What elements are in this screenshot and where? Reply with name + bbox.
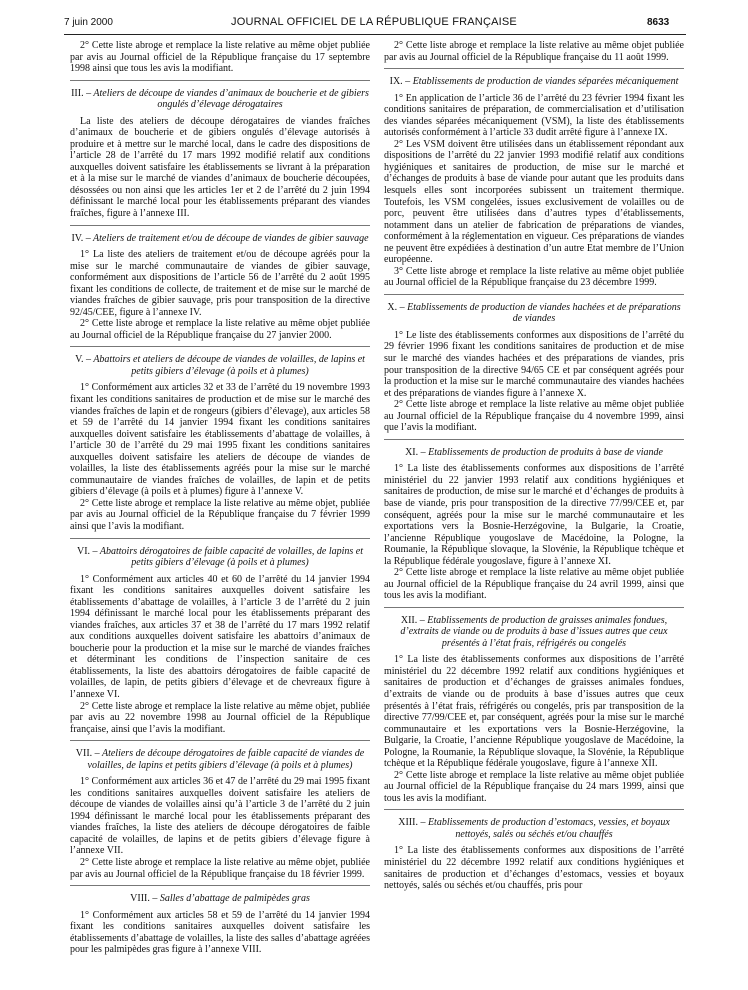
section-title: Ateliers de découpe de viandes d’animaux de boucherie et de gibiers ongulés d’élevage dérogataires <box>93 87 369 111</box>
section-title: Abattoirs et ateliers de découpe de viandes de volailles, de lapins et petits gibiers d’élevage (à poils et à plumes) <box>93 354 365 377</box>
section-heading <box>70 88 370 111</box>
section-heading <box>384 615 684 650</box>
section-number: VII. – <box>75 748 100 760</box>
paragraph: 1° La liste des établissements conformes aux dispositions de l’arrêté ministériel du 22 décembre 1992 relatif aux conditions hygiéniques et sanitaires de production et d’échanges de graisses animales fondues, d’extraits de viande ou de produits à base d’issues autres que ceux présentés à l’état frais, réfrigérés ou congelés, pris par transposition de la directive 77/99/CEE et, par conséquent, agréés pour la mise sur le marché communautaire et les exportations vers la Bosnie-Herzégovine, la Bulgarie, la Croatie, l’ancienne République yougoslave de Macédoine, la Pologne, la Roumanie, la République slovaque, la Slovénie, la République tchèque et la République fédérale yougoslave, figure à l’annexe XII. <box>384 654 684 770</box>
section-heading <box>384 76 684 88</box>
paragraph: 2° Cette liste abroge et remplace la liste relative au même objet, publiée par avis au Journal officiel de la République française du 7 février 1999 ainsi que l’avis la modifiant. <box>70 497 370 532</box>
section-title: Salles d’abattage de palmipèdes gras <box>159 893 310 905</box>
paragraph: 2° Cette liste abroge et remplace la liste relative au même objet, publiée par avis au 22 novembre 1998 au Journal officiel de la République française, ainsi que l’avis la modifiant. <box>70 700 370 735</box>
paragraph: 1° Conformément aux articles 32 et 33 de l’arrêté du 19 novembre 1993 fixant les conditions sanitaires de production et de mise sur le marché des viandes fraîches de lapin et de rongeurs (gibiers d’élevage), aux articles 58 et 59 de l’arrêté du 14 janvier 1994 fixant les conditions sanitaires auxquelles doivent satisfaire les établissements d’abattage de volailles, à l’article 30 de l’arrêté du 29 mai 1995 fixant les conditions sanitaires auxquelles doivent satisfaire les ateliers de découpe de viandes de volailles, la liste des établissements agréés pour la mise sur le marché communautaire de viandes fraîches de volailles, de lapin et de petits gibiers d’élevage (à poils et à plumes) figure à l’annexe V. <box>70 382 370 498</box>
section-title: Etablissements de production de graisses animales fondues, d’extraits de viande ou de produits à base d’issues autres que ceux présentés à l’état frais, réfrigérés ou congelés <box>400 614 668 649</box>
section-divider <box>384 294 684 295</box>
header-rule <box>64 34 686 35</box>
paragraph: 2° Cette liste abroge et remplace la liste relative au même objet publiée au Journal officiel de la République française du 24 avril 1999, ainsi que tous les avis la modifiant. <box>384 567 684 602</box>
paragraph: 1° La liste des établissements conformes aux dispositions de l’arrêté ministériel du 22 janvier 1993 relatif aux conditions hygiéniques et sanitaires de production, de mise sur le marché et d’échanges de produits à base de viande, pris pour transposition de la directive 77/99/CEE et, par conséquent, agréés pour la mise sur le marché communautaire et les exportations vers la Bosnie-Herzégovine, la Bulgarie, la Croatie, l’ancienne République yougoslave de Macédoine, la Pologne, la Roumanie, la République slovaque, la Slovénie, la République tchèque et la République fédérale yougoslave, figure à l’annexe XI. <box>384 463 684 567</box>
section-heading <box>384 817 684 840</box>
paragraph: 1° La liste des établissements conformes aux dispositions de l’arrêté ministériel du 22 décembre 1992 relatif aux conditions hygiéniques et sanitaires de production et d’échanges d’estomacs, vessies et boyaux nettoyés, salés ou séchés et/ou chauffés, pris pour <box>384 845 684 892</box>
paragraph: 1° Conformément aux articles 58 et 59 de l’arrêté du 14 janvier 1994 fixant les conditions sanitaires auxquelles doivent satisfaire les établissements d’abattage de volailles, la liste des salles d’abattage agréées pour les palmipèdes gras figure à l’annexe VIII. <box>70 909 370 956</box>
section-heading <box>384 302 684 325</box>
section-number: IV. – <box>71 232 91 244</box>
paragraph: 1° Conformément aux articles 36 et 47 de l’arrêté du 29 mai 1995 fixant les conditions sanitaires auxquelles doivent satisfaire les ateliers de découpe de viandes de volailles ainsi qu’à l’article 3 de l’arrêté du 2 juin 1994 définissant le marché local pour les établissements préparant des viandes fraîches, la liste des ateliers de découpe dérogatoires de faible capacité de volailles, de lapins et de petits gibiers d’élevage figure à l’annexe VII. <box>70 776 370 857</box>
left-column <box>70 40 370 980</box>
section-divider <box>70 885 370 886</box>
section-title: Etablissements de production de produits à base de viande <box>428 446 663 458</box>
section-number: V. – <box>75 354 91 366</box>
journal-title: JOURNAL OFFICIEL DE LA RÉPUBLIQUE FRANÇAISE <box>231 16 517 28</box>
paragraph: 3° Cette liste abroge et remplace la liste relative au même objet publiée au Journal officiel de la République française du 23 décembre 1999. <box>384 265 684 289</box>
page-header <box>0 0 748 40</box>
section-title: Ateliers de découpe dérogatoires de faible capacité de viandes de volailles, de lapins et petits gibiers d’élevage (à poils et à plumes) <box>87 748 365 771</box>
section-number: XI. – <box>405 446 426 458</box>
section-heading <box>70 546 370 569</box>
section-title: Etablissements de production de viandes séparées mécaniquement <box>412 76 679 88</box>
section-divider <box>70 225 370 226</box>
section-heading <box>384 447 684 459</box>
section-number: VIII. – <box>130 893 158 905</box>
paragraph: 1° La liste des ateliers de traitement et/ou de découpe agréés pour la mise sur le marché communautaire de viandes de gibier sauvage, conformément aux dispositions de l’article 56 de l’arrêté du 2 août 1995 fixant les conditions de collecte, de traitement et de mise sur le marché de viandes fraîches de gibier sauvage, pris pour transposition de la directive 92/45/CEE, figure à l’annexe IV. <box>70 249 370 318</box>
section-heading <box>70 233 370 245</box>
paragraph: 2° Les VSM doivent être utilisées dans un établissement répondant aux dispositions de l’arrêté du 22 janvier 1993 modifié relatif aux conditions hygiéniques et sanitaires de production, de mise sur le marché et d’échanges de produits à base de viande pour autant que les produits dans lesquels elles sont incorporées subissent un traitement thermique. Toutefois, les VSM congelées, issues exclusivement de volailles ou de porc, peuvent être utilisées dans d’autres types d’établissements, notamment dans un atelier de fabrication de préparations de viandes, conformément à la réglementation en vigueur. Ces préparations de viandes ne peuvent être expédiées à destination d’un autre Etat membre de l’Union européenne. <box>384 138 684 266</box>
section-title: Ateliers de traitement et/ou de découpe de viandes de gibier sauvage <box>93 232 369 244</box>
right-column <box>384 40 684 980</box>
paragraph: 2° Cette liste abroge et remplace la liste relative au même objet publiée par avis au Journal officiel de la République française du 17 septembre 1998 ainsi que tous les avis la modifiant. <box>70 40 370 75</box>
section-heading <box>70 893 370 905</box>
section-number: VI. – <box>77 545 98 557</box>
section-divider <box>384 439 684 440</box>
paragraph: 2° Cette liste abroge et remplace la liste relative au même objet publiée par avis au Journal officiel de la République française du 11 août 1999. <box>384 40 684 63</box>
section-title: Etablissements de production d’estomacs, vessies, et boyaux nettoyés, salés ou séchés et/ou chauffés <box>427 817 670 840</box>
header-date: 7 juin 2000 <box>64 17 113 28</box>
section-number: IX. – <box>389 76 411 88</box>
section-divider <box>384 607 684 608</box>
paragraph: La liste des ateliers de découpe dérogataires de viandes fraîches d’animaux de boucherie et de gibiers ongulés d’élevage autorisés à produire et à mettre sur le marché local, dans le cadre des dispositions de l’article 28 de l’arrêté du 17 mars 1992 modifié relatif aux conditions auxquelles doivent satisfaire les établissements se livrant à la préparation et à la mise sur le marché de viandes d’animaux de boucherie découpées, désossées ou non ainsi que les articles 1er et 2 de l’arrêté du 2 juin 1994 définissant le marché local pour les établissements préparant des viandes fraîches, figure à l’annexe III. <box>70 115 370 220</box>
page-number: 8633 <box>647 17 670 28</box>
paragraph: 2° Cette liste abroge et remplace la liste relative au même objet publiée au Journal officiel de la République française du 4 novembre 1999, ainsi que l’avis la modifiant. <box>384 399 684 434</box>
section-divider <box>70 538 370 539</box>
paragraph: 2° Cette liste abroge et remplace la liste relative au même objet publiée au Journal officiel de la République française du 27 janvier 2000. <box>70 318 370 341</box>
section-divider <box>384 68 684 69</box>
section-title: Etablissements de production de viandes hachées et de préparations de viandes <box>407 301 681 325</box>
section-number: III. – <box>71 87 92 99</box>
paragraph: 1° Le liste des établissements conformes aux dispositions de l’arrêté du 29 février 1996 fixant les conditions sanitaires de production et de mise sur le marché des viandes hachées et des préparations de viandes, pris pour transposition de la directive 94/65 CE et par conséquent agréés pour la production et la mise sur le marché communautaire des viandes hachées et des préparations de viandes figure à l’annexe X. <box>384 329 684 399</box>
section-divider <box>70 80 370 81</box>
section-divider <box>384 809 684 810</box>
section-divider <box>70 346 370 347</box>
paragraph: 1° En application de l’article 36 de l’arrêté du 23 février 1994 fixant les conditions sanitaires de préparation, de commercialisation et d’utilisation des viandes séparées mécaniquement (VSM), la liste des établissements autorisés conformément à l’article 33 dudit arrêté figure à l’annexe IX. <box>384 92 684 139</box>
section-title: Abattoirs dérogatoires de faible capacité de volailles, de lapins et petits gibiers d’élevage (à poils et à plumes) <box>99 545 363 569</box>
section-number: XII. – <box>400 614 425 626</box>
section-heading <box>70 748 370 771</box>
section-heading <box>70 354 370 377</box>
paragraph: 2° Cette liste abroge et remplace la liste relative au même objet, publiée par avis au Journal officiel de la République française du 18 février 1999. <box>70 857 370 880</box>
paragraph: 1° Conformément aux articles 40 et 60 de l’arrêté du 14 janvier 1994 fixant les conditions sanitaires auxquelles doivent satisfaire les établissements d’abattage de volailles, à l’article 3 de l’arrêté du 2 juin 1994 définissant le marché local pour les établissements préparant des viandes fraîches, aux articles 37 et 38 de l’arrêté du 17 mars 1992 relatif aux conditions auxquelles doivent satisfaire les abattoirs d’animaux de boucherie pour la production et la mise sur le marché de viandes fraîches et déterminant les conditions de l’inspection sanitaire de ces établissements, la liste des abattoirs dérogatoires de faible capacité de volailles, de lapin, de petits gibiers d’élevage et de chevreaux figure à l’annexe VI. <box>70 573 370 701</box>
section-number: XIII. – <box>398 817 426 829</box>
section-divider <box>70 740 370 741</box>
section-number: X. – <box>387 301 405 313</box>
paragraph: 2° Cette liste abroge et remplace la liste relative au même objet publiée au Journal officiel de la République française du 24 mars 1999, ainsi que tous les avis la modifiant. <box>384 769 684 804</box>
